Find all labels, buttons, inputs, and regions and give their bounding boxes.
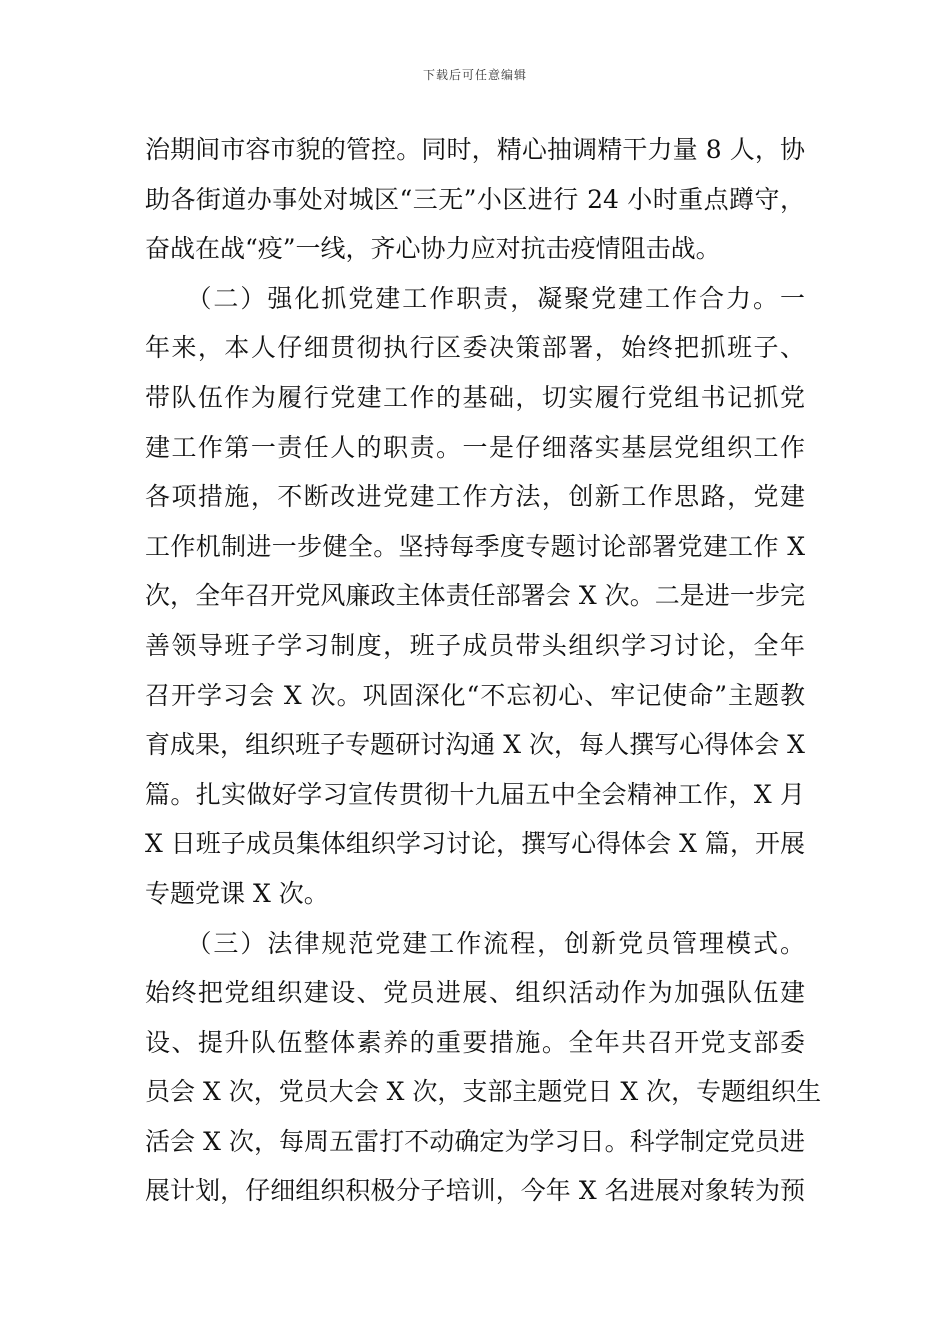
page-header: 下载后可任意编辑 [422, 68, 527, 82]
text-line: 年来，本人仔细贯彻执行区委决策部署，始终把抓班子、 [145, 333, 805, 363]
text-line: 奋战在战“疫”一线，齐心协力应对抗击疫情阻击战。 [145, 234, 721, 264]
text-line: 工作机制进一步健全。坚持每季度专题讨论部署党建工作 X [145, 531, 805, 561]
text-line: 育成果，组织班子专题研讨沟通 X 次，每人撰写心得体会 X [145, 730, 805, 760]
text-line: 召开学习会 X 次。巩固深化“不忘初心、牢记使命”主题教 [145, 680, 805, 710]
text-line: 始终把党组织建设、党员进展、组织活动作为加强队伍建 [145, 978, 805, 1008]
text-line: （二）强化抓党建工作职责，凝聚党建工作合力。一 [145, 283, 805, 313]
text-line: 设、提升队伍整体素养的重要措施。全年共召开党支部委 [145, 1027, 805, 1057]
text-line: 员会 X 次，党员大会 X 次，支部主题党日 X 次，专题组织生 [145, 1077, 822, 1107]
text-line: 次，全年召开党风廉政主体责任部署会 X 次。二是进一步完 [145, 581, 805, 611]
text-line: X 日班子成员集体组织学习讨论，撰写心得体会 X 篇，开展 [145, 829, 805, 859]
text-line: 助各街道办事处对城区“三无”小区进行 24 小时重点蹲守， [145, 184, 805, 214]
text-line: 专题党课 X 次。 [145, 878, 329, 908]
text-line: 建工作第一责任人的职责。一是仔细落实基层党组织工作 [145, 432, 805, 462]
document-body [145, 125, 822, 1216]
text-line: （三）法律规范党建工作流程，创新党员管理模式。 [145, 928, 805, 958]
text-line: 治期间市容市貌的管控。同时，精心抽调精干力量 8 人，协 [145, 135, 805, 164]
text-line: 善领导班子学习制度，班子成员带头组织学习讨论，全年 [145, 630, 805, 660]
text-line: 活会 X 次，每周五雷打不动确定为学习日。科学制定党员进 [145, 1126, 805, 1156]
text-line: 展计划，仔细组织积极分子培训，今年 X 名进展对象转为预 [145, 1176, 805, 1206]
text-line: 篇。扎实做好学习宣传贯彻十九届五中全会精神工作，X 月 [145, 779, 805, 809]
text-line: 带队伍作为履行党建工作的基础，切实履行党组书记抓党 [145, 382, 805, 412]
text-line: 各项措施，不断改进党建工作方法，创新工作思路，党建 [145, 482, 805, 512]
